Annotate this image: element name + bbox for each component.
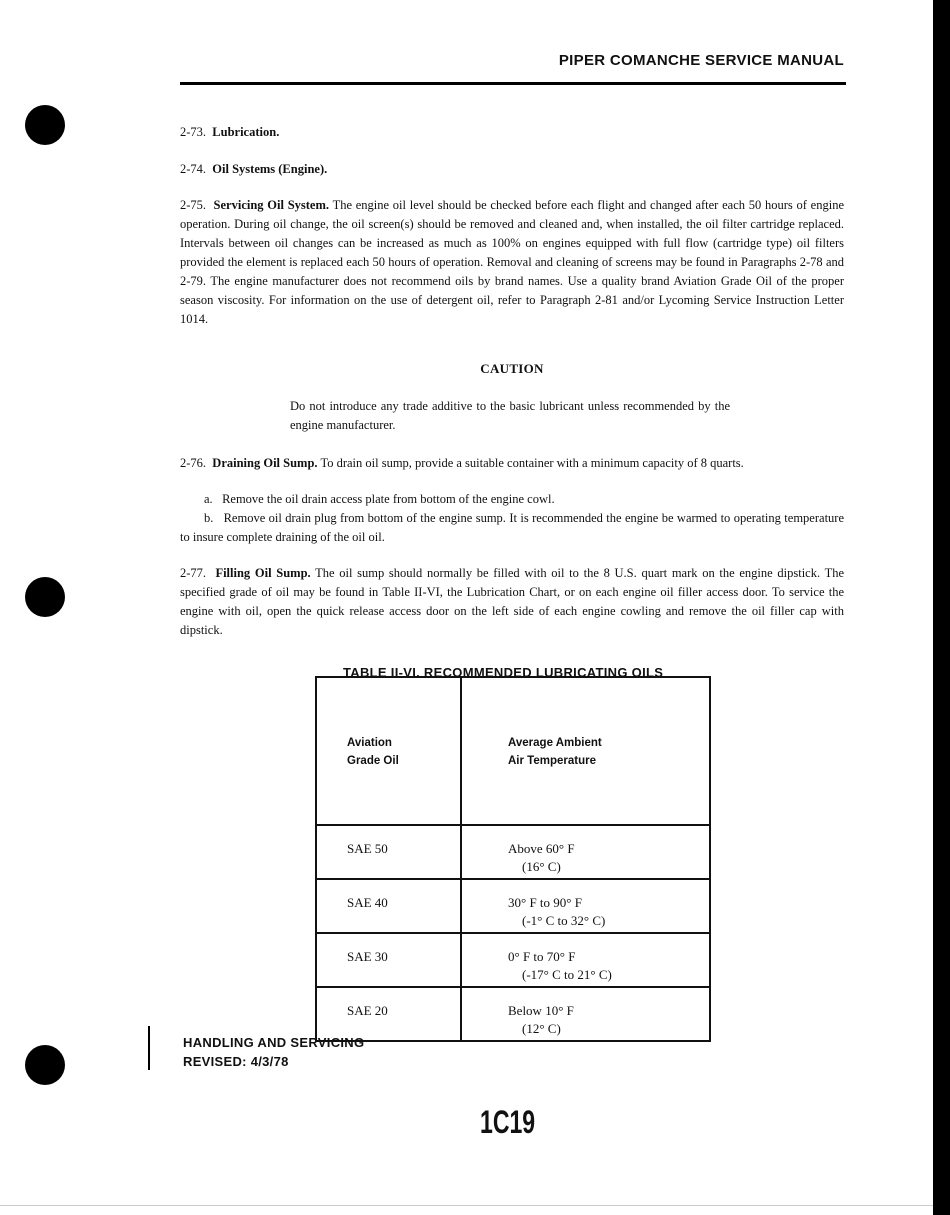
section-body: The oil sump should normally be filled with oil to the 8 U.S. quart mark on the engine dipstick. The specified grade of oil may be found in Table II-VI, the Lubrication Chart, or on each engine oil filler access door. To service the engine with oil, open the quick release access door on the left side of each engine cowling and remove the oil filler cap with dipstick. (180, 566, 845, 637)
manual-title: PIPER COMANCHE SERVICE MANUAL (558, 52, 844, 69)
temperature-cell: Below 10° F (12° C) (461, 987, 710, 1041)
list-item (180, 490, 844, 509)
binder-hole-middle (25, 577, 65, 617)
section-body: To drain oil sump, provide a suitable container with a minimum capacity of 8 quarts. (320, 456, 744, 470)
microfiche-page-code: 1C19 (480, 1104, 536, 1140)
header-temperature: Average Ambient Air Temperature (461, 677, 710, 825)
grade-cell: SAE 50 (316, 825, 461, 879)
caution-title: CAUTION (480, 361, 544, 376)
change-bar (148, 1026, 150, 1070)
page-edge-bar (933, 0, 950, 1215)
binder-hole-bottom (25, 1045, 65, 1085)
binder-hole-top (25, 105, 65, 145)
temperature-cell: 30° F to 90° F (-1° C to 32° C) (461, 879, 710, 933)
footer-section-title: HANDLING AND SERVICING (183, 1035, 365, 1050)
list-item (180, 509, 844, 547)
list-marker: a. (204, 492, 213, 506)
section-body: The engine oil level should be checked before each flight and changed after each 50 hours of engine operation. During oil change, the oil screen(s) should be removed and cleaned and, when installed, the oil filter cartridge replaced. Intervals between oil changes can be increased as much as 100% on engines equipped with full flow (cartridge type) oil filters provided the element is replaced each 50 hours of operation. Removal and cleaning of screens may be found in Paragraphs 2-78 and 2-79. The engine manufacturer does not recommend oils by brand names. Use a quality brand Aviation Grade Oil of the proper season viscosity. For information on the use of detergent oil, refer to Paragraph 2-81 and/or Lycoming Service Instruction Letter 1014. (180, 198, 844, 326)
table-row (316, 933, 710, 987)
grade-cell: SAE 20 (316, 987, 461, 1041)
table-title: TABLE II-VI. RECOMMENDED LUBRICATING OILS (343, 665, 664, 680)
section-title: Filling Oil Sump. (215, 566, 311, 580)
table-header-row (316, 677, 710, 825)
footer-section (183, 1033, 364, 1071)
section-number: 2-74. (180, 162, 207, 176)
caution-body: Do not introduce any trade additive to the basic lubricant unless recommended by the engine manufacturer. (290, 399, 730, 432)
grade-cell: SAE 40 (316, 879, 461, 933)
header-rule (180, 82, 846, 85)
section-2-77 (180, 564, 844, 640)
section-2-76 (180, 454, 844, 473)
temperature-cell: 0° F to 70° F (-17° C to 21° C) (461, 933, 710, 987)
section-title: Draining Oil Sump. (212, 456, 318, 470)
lubricating-oils-table (315, 676, 711, 1042)
section-number: 2-77. (180, 566, 207, 580)
temperature-cell: Above 60° F (16° C) (461, 825, 710, 879)
section-number: 2-75. (180, 198, 207, 212)
section-2-74 (180, 160, 844, 179)
section-2-73 (180, 123, 844, 142)
list-marker: b. (204, 511, 214, 525)
section-number: 2-76. (180, 456, 207, 470)
list-text: Remove the oil drain access plate from bottom of the engine cowl. (222, 492, 555, 506)
section-title: Lubrication. (212, 125, 280, 139)
footer-revised-date: REVISED: 4/3/78 (183, 1054, 289, 1069)
table-row (316, 879, 710, 933)
header-grade: Aviation Grade Oil (316, 677, 461, 825)
grade-cell: SAE 30 (316, 933, 461, 987)
section-2-75 (180, 196, 844, 329)
section-title: Servicing Oil System. (213, 198, 330, 212)
table-row (316, 987, 710, 1041)
list-text: Remove oil drain plug from bottom of the engine sump. It is recommended the engine be warmed to operating temperature to insure complete draining of the oil oil. (180, 511, 844, 544)
section-number: 2-73. (180, 125, 207, 139)
section-title: Oil Systems (Engine). (212, 162, 328, 176)
bottom-edge-line (0, 1205, 933, 1206)
table-row (316, 825, 710, 879)
